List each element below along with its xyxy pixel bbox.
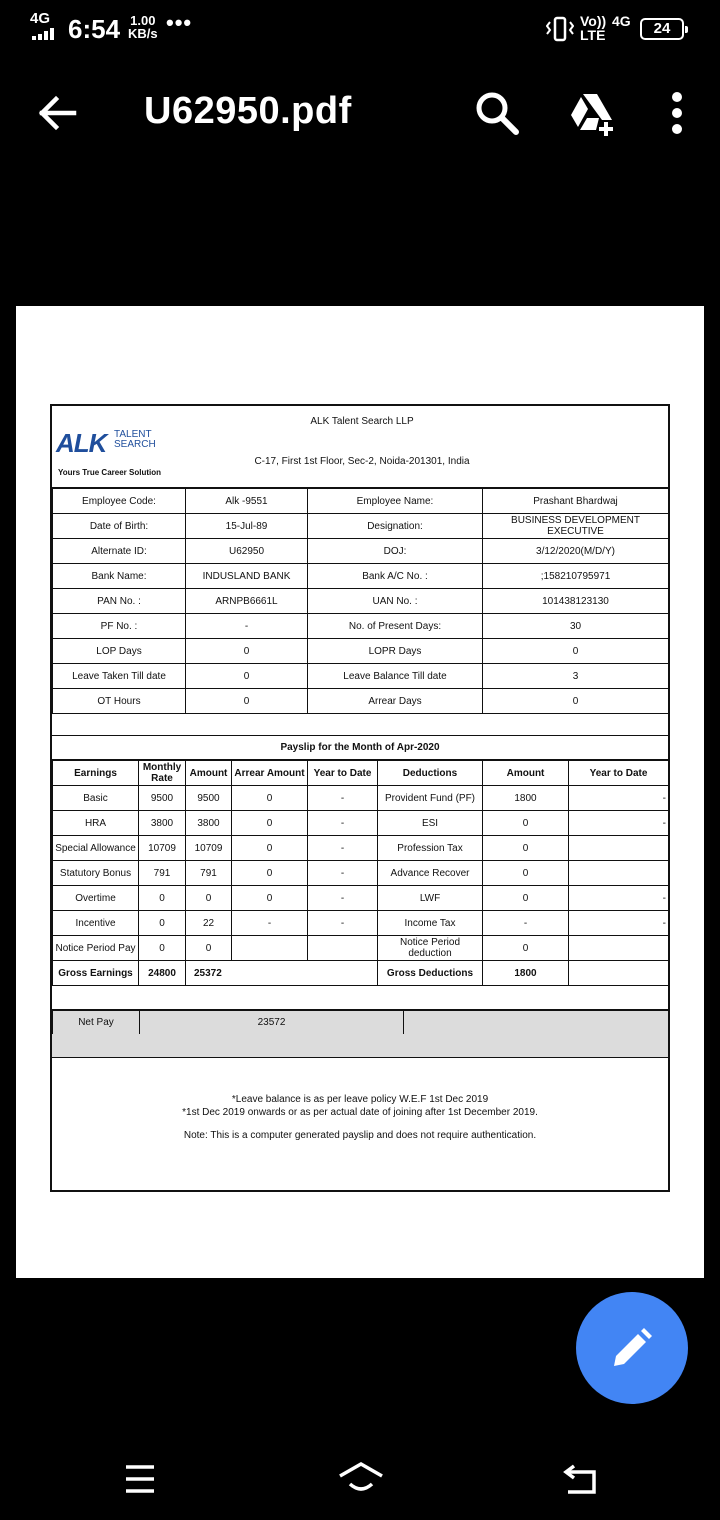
info-label: LOP Days xyxy=(53,639,186,664)
net-pay-value: 23572 xyxy=(140,1011,404,1035)
info-value: 0 xyxy=(186,639,308,664)
payslip-header xyxy=(52,406,668,488)
section-spacer xyxy=(52,712,668,736)
section-spacer xyxy=(52,986,668,1010)
earnings-cell: - xyxy=(308,911,378,936)
gray-band xyxy=(52,1034,668,1058)
earnings-row xyxy=(53,861,669,886)
column-header: Year to Date xyxy=(569,761,669,786)
earnings-row xyxy=(53,936,669,961)
edit-button[interactable] xyxy=(576,1292,688,1404)
earnings-cell: 3800 xyxy=(139,811,186,836)
logo-main: ALK xyxy=(56,428,107,458)
earnings-cell: Notice Period deduction xyxy=(378,936,483,961)
earnings-cell: - xyxy=(569,886,669,911)
company-name: ALK Talent Search LLP xyxy=(310,416,414,427)
info-value: 15-Jul-89 xyxy=(186,514,308,539)
info-row xyxy=(53,664,669,689)
net-pay-label: Net Pay xyxy=(53,1011,140,1035)
earnings-cell: Overtime xyxy=(53,886,139,911)
earnings-cell: 3800 xyxy=(186,811,232,836)
info-row xyxy=(53,614,669,639)
info-value: 101438123130 xyxy=(483,589,669,614)
info-label: Bank A/C No. : xyxy=(308,564,483,589)
earnings-cell xyxy=(569,936,669,961)
company-address: C-17, First 1st Floor, Sec-2, Noida-201301, India xyxy=(254,456,470,467)
info-label: OT Hours xyxy=(53,689,186,714)
edit-pencil-icon xyxy=(610,1326,654,1370)
column-header: Deductions xyxy=(378,761,483,786)
column-header: Amount xyxy=(186,761,232,786)
arrow-back-icon[interactable] xyxy=(34,90,80,136)
earnings-cell: Advance Recover xyxy=(378,861,483,886)
app-bar xyxy=(0,70,720,160)
info-value: INDUSLAND BANK xyxy=(186,564,308,589)
earnings-row xyxy=(53,886,669,911)
column-header: Arrear Amount xyxy=(232,761,308,786)
logo-tagline: Yours True Career Solution xyxy=(58,468,161,477)
earnings-cell: - xyxy=(308,811,378,836)
earnings-cell: 0 xyxy=(232,836,308,861)
speed-unit: KB/s xyxy=(128,26,158,41)
gross-totals-row xyxy=(53,961,669,986)
info-label: Leave Balance Till date xyxy=(308,664,483,689)
earnings-cell: 0 xyxy=(186,886,232,911)
info-value: 3 xyxy=(483,664,669,689)
net-pay-empty xyxy=(404,1011,669,1035)
info-label: Leave Taken Till date xyxy=(53,664,186,689)
info-value: BUSINESS DEVELOPMENT EXECUTIVE xyxy=(483,514,669,539)
earnings-cell: Notice Period Pay xyxy=(53,936,139,961)
earnings-row xyxy=(53,911,669,936)
earnings-cell: 791 xyxy=(186,861,232,886)
info-row xyxy=(53,589,669,614)
info-value: 30 xyxy=(483,614,669,639)
info-value: ;158210795971 xyxy=(483,564,669,589)
earnings-cell: 0 xyxy=(483,886,569,911)
gross-deductions-value: 1800 xyxy=(483,961,569,986)
column-header: Earnings xyxy=(53,761,139,786)
speed-value: 1.00 xyxy=(130,13,156,28)
info-label: PF No. : xyxy=(53,614,186,639)
earnings-row xyxy=(53,811,669,836)
earnings-cell: - xyxy=(569,911,669,936)
earnings-cell: 0 xyxy=(483,936,569,961)
battery-icon: 24 xyxy=(640,18,684,40)
earnings-deductions-table xyxy=(52,760,669,986)
pdf-page[interactable] xyxy=(16,306,704,1278)
network-type: 4G xyxy=(30,10,51,27)
earnings-cell: 0 xyxy=(186,936,232,961)
earnings-cell: 9500 xyxy=(139,786,186,811)
info-label: Employee Name: xyxy=(308,489,483,514)
earnings-cell: Basic xyxy=(53,786,139,811)
gross-monthly-rate: 24800 xyxy=(139,961,186,986)
payslip xyxy=(50,404,670,1192)
info-label: LOPR Days xyxy=(308,639,483,664)
earnings-cell: 22 xyxy=(186,911,232,936)
earnings-cell xyxy=(232,936,308,961)
logo-sub xyxy=(114,430,156,450)
info-value: 0 xyxy=(186,689,308,714)
payslip-notes xyxy=(52,1094,668,1143)
home-icon[interactable] xyxy=(336,1460,386,1498)
earnings-cell: 791 xyxy=(139,861,186,886)
clock: 6:54 xyxy=(68,14,121,44)
earnings-cell: 0 xyxy=(232,811,308,836)
earnings-cell xyxy=(308,936,378,961)
earnings-cell: 0 xyxy=(483,811,569,836)
info-label: UAN No. : xyxy=(308,589,483,614)
gross-empty xyxy=(569,961,669,986)
note-computer-generated: Note: This is a computer generated payslip and does not require authentication. xyxy=(183,1130,537,1141)
info-value: ARNPB6661L xyxy=(186,589,308,614)
info-label: Designation: xyxy=(308,514,483,539)
earnings-cell: 10709 xyxy=(139,836,186,861)
earnings-cell: 10709 xyxy=(186,836,232,861)
more-notifications-icon: ••• xyxy=(166,10,193,35)
navigation-bar xyxy=(0,1440,720,1520)
earnings-cell: 0 xyxy=(139,936,186,961)
net-pay-table xyxy=(52,1010,669,1035)
gross-amount: 25372 xyxy=(186,961,378,986)
earnings-cell: Profession Tax xyxy=(378,836,483,861)
info-label: No. of Present Days: xyxy=(308,614,483,639)
column-header: Year to Date xyxy=(308,761,378,786)
vibrate-icon xyxy=(546,16,574,42)
info-row xyxy=(53,689,669,714)
earnings-row xyxy=(53,786,669,811)
column-header: Monthly Rate xyxy=(139,761,186,786)
info-label: Date of Birth: xyxy=(53,514,186,539)
info-label: Bank Name: xyxy=(53,564,186,589)
search-icon[interactable] xyxy=(472,88,522,138)
status-bar xyxy=(0,0,720,56)
earnings-cell: 1800 xyxy=(483,786,569,811)
gross-earnings-label: Gross Earnings xyxy=(53,961,139,986)
earnings-cell: - xyxy=(569,811,669,836)
earnings-cell xyxy=(569,836,669,861)
network-type-secondary: 4G xyxy=(612,13,631,29)
volte-indicator: Vo)) LTE xyxy=(580,13,607,43)
earnings-cell: 0 xyxy=(483,861,569,886)
back-icon[interactable] xyxy=(560,1462,600,1496)
earnings-cell: Income Tax xyxy=(378,911,483,936)
earnings-cell: 0 xyxy=(483,836,569,861)
info-label: Alternate ID: xyxy=(53,539,186,564)
info-row xyxy=(53,514,669,539)
earnings-cell: - xyxy=(308,861,378,886)
earnings-cell: 0 xyxy=(232,886,308,911)
earnings-row xyxy=(53,836,669,861)
signal-icon xyxy=(32,28,60,40)
info-label: DOJ: xyxy=(308,539,483,564)
info-value: Prashant Bhardwaj xyxy=(483,489,669,514)
earnings-header-row xyxy=(53,761,669,786)
earnings-cell: Special Allowance xyxy=(53,836,139,861)
earnings-cell: Provident Fund (PF) xyxy=(378,786,483,811)
column-header: Amount xyxy=(483,761,569,786)
more-vert-icon[interactable] xyxy=(660,90,694,136)
info-label: Employee Code: xyxy=(53,489,186,514)
info-value: 3/12/2020(M/D/Y) xyxy=(483,539,669,564)
info-row xyxy=(53,539,669,564)
earnings-cell: - xyxy=(232,911,308,936)
earnings-cell: - xyxy=(308,786,378,811)
info-value: 0 xyxy=(186,664,308,689)
earnings-cell: 0 xyxy=(232,861,308,886)
earnings-cell: Incentive xyxy=(53,911,139,936)
info-value: - xyxy=(186,614,308,639)
info-value: U62950 xyxy=(186,539,308,564)
info-label: PAN No. : xyxy=(53,589,186,614)
data-speed xyxy=(128,14,158,40)
earnings-cell: 0 xyxy=(139,911,186,936)
info-value: 0 xyxy=(483,639,669,664)
info-value: 0 xyxy=(483,689,669,714)
earnings-cell: 9500 xyxy=(186,786,232,811)
document-title: U62950.pdf xyxy=(144,90,352,132)
gross-deductions-label: Gross Deductions xyxy=(378,961,483,986)
earnings-cell: 0 xyxy=(139,886,186,911)
info-row xyxy=(53,639,669,664)
info-row xyxy=(53,489,669,514)
earnings-cell: - xyxy=(308,886,378,911)
company-logo xyxy=(56,428,166,482)
earnings-cell: ESI xyxy=(378,811,483,836)
earnings-cell: Statutory Bonus xyxy=(53,861,139,886)
employee-info-table xyxy=(52,488,669,714)
earnings-cell xyxy=(569,861,669,886)
menu-icon[interactable] xyxy=(122,1462,158,1496)
earnings-cell: - xyxy=(569,786,669,811)
note-leave-date: *1st Dec 2019 onwards or as per actual date of joining after 1st December 2019. xyxy=(182,1107,538,1118)
earnings-cell: - xyxy=(308,836,378,861)
info-value: Alk -9551 xyxy=(186,489,308,514)
note-leave-policy: *Leave balance is as per leave policy W.E.F 1st Dec 2019 xyxy=(231,1094,489,1105)
earnings-cell: LWF xyxy=(378,886,483,911)
logo-sub1: TALENT xyxy=(114,429,152,440)
info-label: Arrear Days xyxy=(308,689,483,714)
earnings-cell: - xyxy=(483,911,569,936)
drive-add-icon[interactable] xyxy=(566,88,618,138)
logo-sub2: SEARCH xyxy=(114,439,156,450)
payslip-month-title: Payslip for the Month of Apr-2020 xyxy=(52,736,668,760)
earnings-cell: 0 xyxy=(232,786,308,811)
info-row xyxy=(53,564,669,589)
earnings-cell: HRA xyxy=(53,811,139,836)
